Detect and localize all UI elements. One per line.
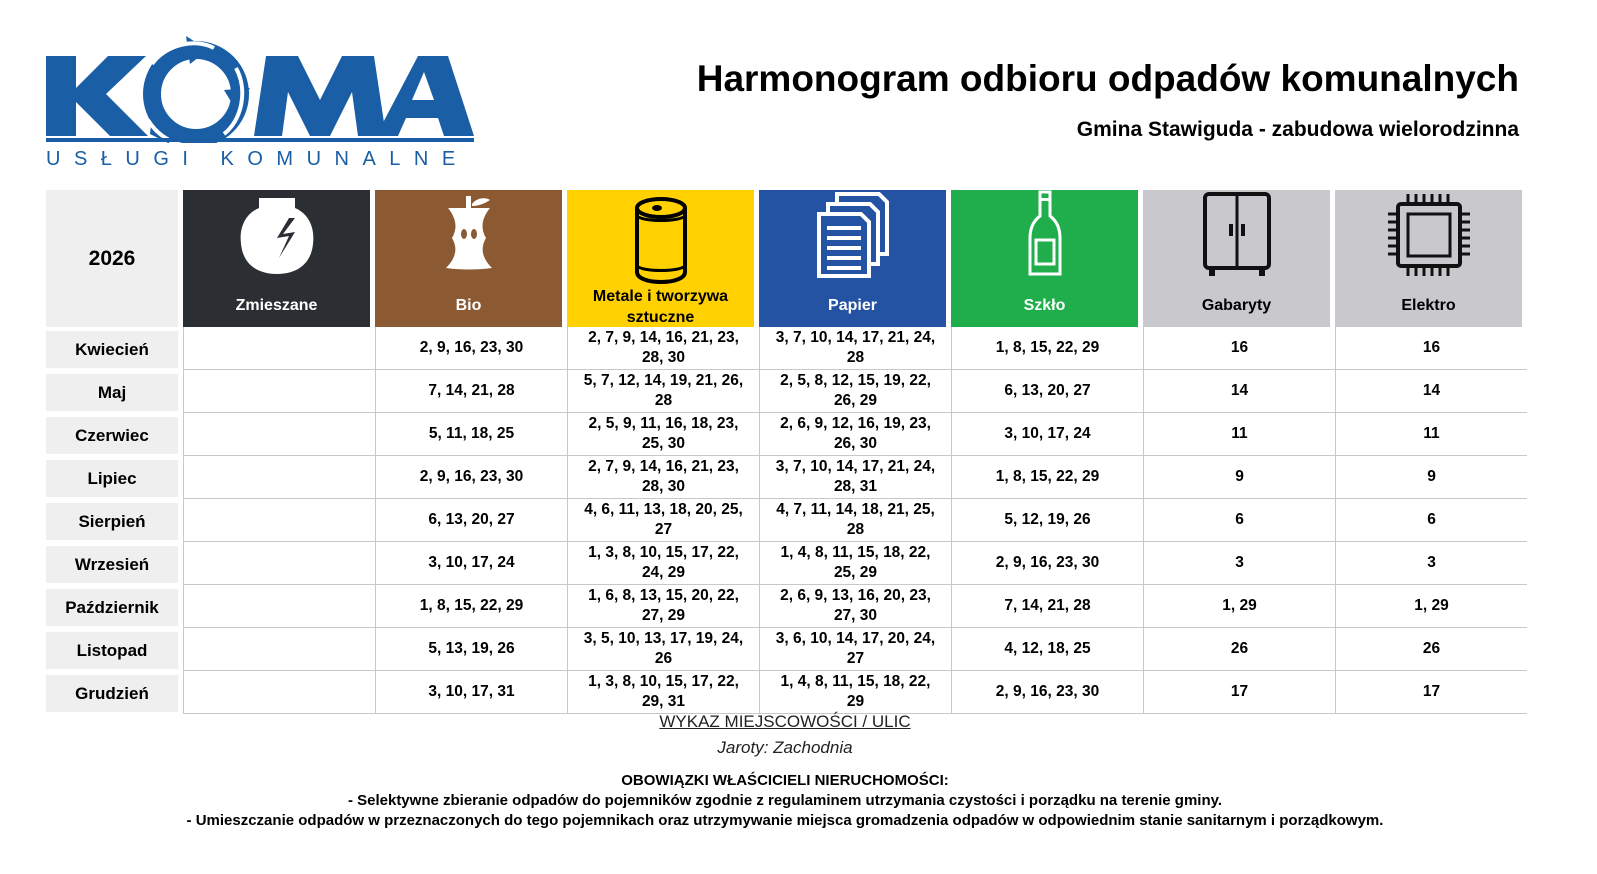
pickup-dates-cell: 9: [1143, 456, 1335, 499]
pickup-dates-cell: 26: [1143, 628, 1335, 671]
pickup-dates-cell: 2, 9, 16, 23, 30: [375, 456, 567, 499]
pickup-dates-cell: 1, 3, 8, 10, 15, 17, 22, 24, 29: [567, 542, 759, 585]
pickup-dates-cell: 2, 6, 9, 13, 16, 20, 23, 27, 30: [759, 585, 951, 628]
pickup-dates-cell: [183, 671, 375, 714]
pickup-dates-cell: 17: [1143, 671, 1335, 714]
category-label: Bio: [455, 297, 482, 314]
pickup-dates-cell: 14: [1335, 370, 1527, 413]
duty-line-1: - Selektywne zbieranie odpadów do pojemników zgodnie z regulaminem utrzymania czystości i porządku na terenie gminy.: [347, 792, 1223, 809]
broken-jar-icon: [237, 194, 317, 278]
pickup-dates-cell: [183, 370, 375, 413]
year-cell: 2026: [46, 190, 178, 327]
pickup-dates-cell: 3: [1143, 542, 1335, 585]
pickup-dates-cell: 3, 6, 10, 14, 17, 20, 24, 27: [759, 628, 951, 671]
category-elektro: [1335, 190, 1522, 327]
pickup-dates-cell: [183, 542, 375, 585]
pickup-dates-cell: 1, 4, 8, 11, 15, 18, 22, 25, 29: [759, 542, 951, 585]
category-label: Papier: [828, 297, 877, 314]
pickup-dates-cell: 3, 10, 17, 24: [375, 542, 567, 585]
schedule-table: [46, 190, 1576, 714]
pickup-dates-cell: 7, 14, 21, 28: [951, 585, 1143, 628]
pickup-dates-cell: 6, 13, 20, 27: [951, 370, 1143, 413]
pickup-dates-cell: 6, 13, 20, 27: [375, 499, 567, 542]
pickup-dates-cell: 2, 6, 9, 12, 16, 19, 23, 26, 30: [759, 413, 951, 456]
koma-logo: [46, 28, 486, 178]
pickup-dates-cell: 1, 8, 15, 22, 29: [951, 456, 1143, 499]
category-label: Szkło: [1023, 297, 1066, 314]
month-label: Wrzesień: [46, 546, 178, 583]
pickup-dates-cell: 3, 7, 10, 14, 17, 21, 24, 28: [759, 327, 951, 370]
pickup-dates-cell: 3, 7, 10, 14, 17, 21, 24, 28, 31: [759, 456, 951, 499]
pickup-dates-cell: 5, 11, 18, 25: [375, 413, 567, 456]
chip-icon: [1386, 192, 1472, 278]
pickup-dates-cell: 9: [1335, 456, 1527, 499]
pickup-dates-cell: 6: [1143, 499, 1335, 542]
pickup-dates-cell: 6: [1335, 499, 1527, 542]
pickup-dates-cell: 26: [1335, 628, 1527, 671]
category-metale: [567, 190, 754, 327]
documents-icon: [817, 192, 889, 278]
category-gabaryty: [1143, 190, 1330, 327]
pickup-dates-cell: 2, 9, 16, 23, 30: [375, 327, 567, 370]
pickup-dates-cell: 2, 9, 16, 23, 30: [951, 542, 1143, 585]
month-label: Czerwiec: [46, 417, 178, 454]
category-label: Elektro: [1401, 297, 1456, 314]
pickup-dates-cell: 4, 6, 11, 13, 18, 20, 25, 27: [567, 499, 759, 542]
category-papier: [759, 190, 946, 327]
month-label: Listopad: [46, 632, 178, 669]
duties-heading: OBOWIĄZKI WŁAŚCICIELI NIERUCHOMOŚCI:: [621, 772, 949, 789]
locations-list: Jaroty: Zachodnia: [717, 738, 853, 757]
category-label: Metale i tworzywa sztuczne: [592, 287, 729, 326]
pickup-dates-cell: 11: [1335, 413, 1527, 456]
category-label: Gabaryty: [1201, 297, 1272, 314]
pickup-dates-cell: 17: [1335, 671, 1527, 714]
pickup-dates-cell: 2, 5, 8, 12, 15, 19, 22, 26, 29: [759, 370, 951, 413]
pickup-dates-cell: 3, 5, 10, 13, 17, 19, 24, 26: [567, 628, 759, 671]
month-label: Lipiec: [46, 460, 178, 497]
pickup-dates-cell: 1, 29: [1335, 585, 1527, 628]
duty-line-2: - Umieszczanie odpadów w przeznaczonych do tego pojemnikach oraz utrzymywanie miejsca gromadzenia odpadów w odpowiednim stanie sanitarnym i porządkowym.: [186, 812, 1384, 829]
locations-heading: WYKAZ MIEJSCOWOŚCI / ULIC: [659, 712, 911, 731]
pickup-dates-cell: [183, 628, 375, 671]
can-icon: [633, 196, 689, 284]
pickup-dates-cell: 3, 10, 17, 31: [375, 671, 567, 714]
pickup-dates-cell: 3, 10, 17, 24: [951, 413, 1143, 456]
pickup-dates-cell: 1, 29: [1143, 585, 1335, 628]
month-label: Grudzień: [46, 675, 178, 712]
pickup-dates-cell: 4, 7, 11, 14, 18, 21, 25, 28: [759, 499, 951, 542]
category-zmieszane: [183, 190, 370, 327]
pickup-dates-cell: 1, 6, 8, 13, 15, 20, 22, 27, 29: [567, 585, 759, 628]
pickup-dates-cell: 1, 8, 15, 22, 29: [375, 585, 567, 628]
pickup-dates-cell: 1, 4, 8, 11, 15, 18, 22, 29: [759, 671, 951, 714]
koma-logo-mark: [46, 28, 486, 143]
pickup-dates-cell: 11: [1143, 413, 1335, 456]
category-bio: [375, 190, 562, 327]
month-label: Sierpień: [46, 503, 178, 540]
pickup-dates-cell: 1, 3, 8, 10, 15, 17, 22, 29, 31: [567, 671, 759, 714]
month-label: Październik: [46, 589, 178, 626]
pickup-dates-cell: 2, 7, 9, 14, 16, 21, 23, 28, 30: [567, 456, 759, 499]
pickup-dates-cell: 14: [1143, 370, 1335, 413]
pickup-dates-cell: 16: [1335, 327, 1527, 370]
pickup-dates-cell: 7, 14, 21, 28: [375, 370, 567, 413]
wardrobe-icon: [1201, 190, 1273, 278]
pickup-dates-cell: 5, 13, 19, 26: [375, 628, 567, 671]
footer: [0, 712, 1570, 829]
page-title: Harmonogram odbioru odpadów komunalnych: [696, 58, 1519, 99]
logo-tagline: USŁUGI KOMUNALNE: [46, 148, 469, 170]
category-szklo: [951, 190, 1138, 327]
pickup-dates-cell: [183, 327, 375, 370]
pickup-dates-cell: [183, 413, 375, 456]
pickup-dates-cell: [183, 499, 375, 542]
pickup-dates-cell: [183, 585, 375, 628]
pickup-dates-cell: 2, 7, 9, 14, 16, 21, 23, 28, 30: [567, 327, 759, 370]
month-label: Maj: [46, 374, 178, 411]
category-label: Zmieszane: [235, 297, 318, 314]
pickup-dates-cell: 5, 7, 12, 14, 19, 21, 26, 28: [567, 370, 759, 413]
pickup-dates-cell: 5, 12, 19, 26: [951, 499, 1143, 542]
pickup-dates-cell: 2, 5, 9, 11, 16, 18, 23, 25, 30: [567, 413, 759, 456]
pickup-dates-cell: [183, 456, 375, 499]
pickup-dates-cell: 1, 8, 15, 22, 29: [951, 327, 1143, 370]
apple-core-icon: [434, 194, 504, 278]
pickup-dates-cell: 4, 12, 18, 25: [951, 628, 1143, 671]
pickup-dates-cell: 2, 9, 16, 23, 30: [951, 671, 1143, 714]
bottle-icon: [1028, 190, 1062, 278]
page-subtitle: Gmina Stawiguda - zabudowa wielorodzinna: [1076, 118, 1519, 141]
pickup-dates-cell: 16: [1143, 327, 1335, 370]
pickup-dates-cell: 3: [1335, 542, 1527, 585]
month-label: Kwiecień: [46, 331, 178, 368]
